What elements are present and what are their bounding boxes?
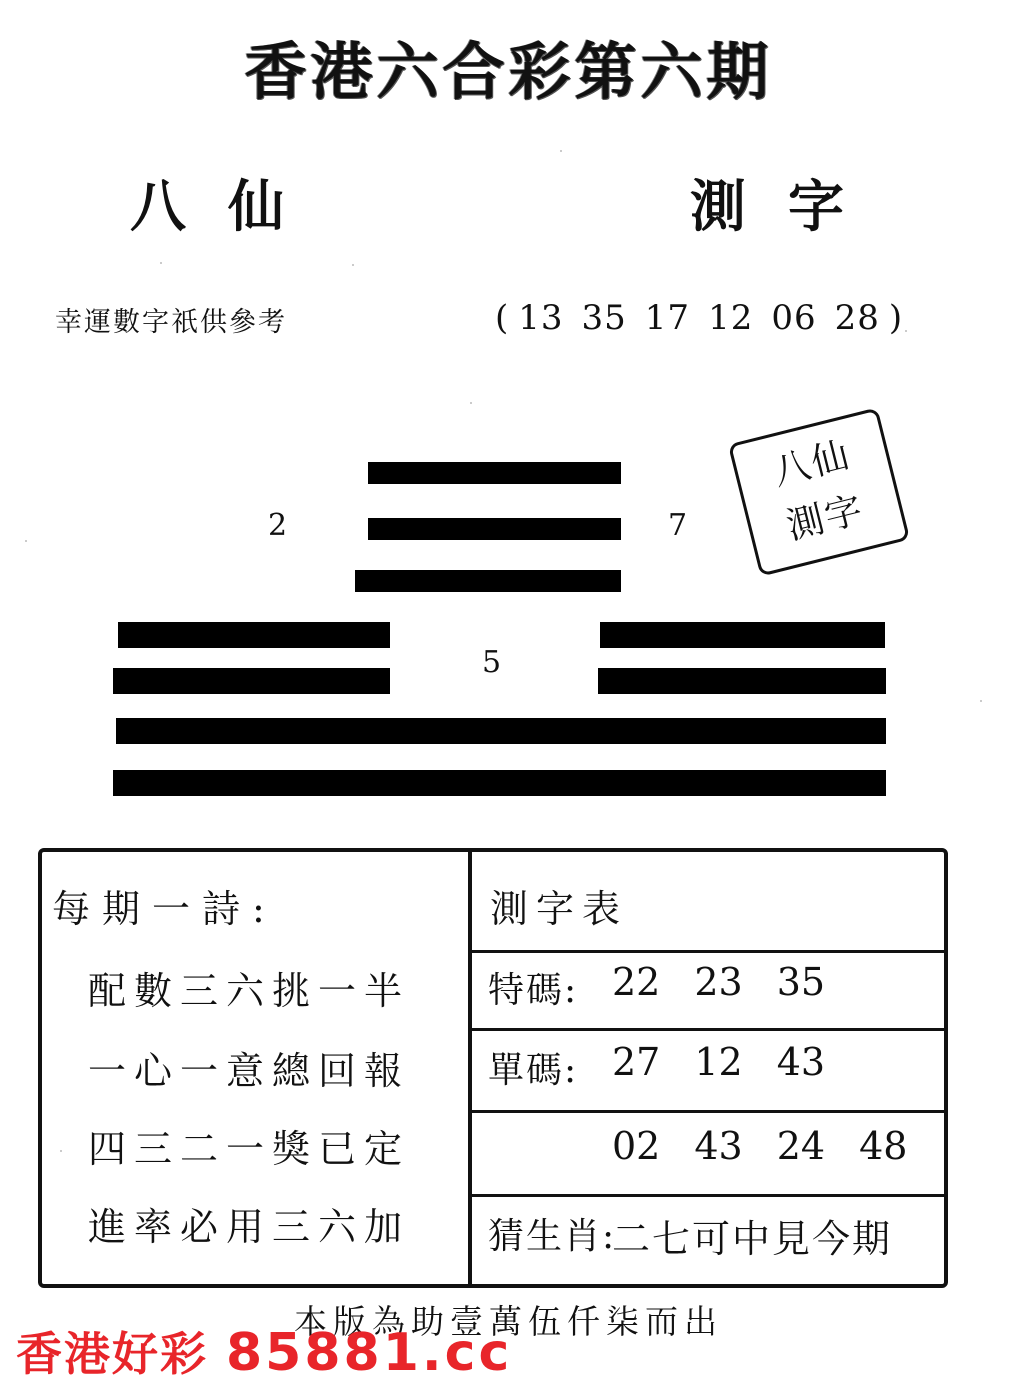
lucky-number: 13 bbox=[518, 298, 564, 338]
hexagram-line-solid bbox=[368, 518, 621, 540]
table-row bbox=[612, 1040, 859, 1084]
hexagram-number-right: 7 bbox=[668, 508, 688, 543]
lucky-number: 12 bbox=[708, 298, 754, 338]
hexagram-line-broken-right bbox=[598, 668, 886, 694]
table-rule bbox=[470, 1110, 948, 1113]
lucky-numbers bbox=[495, 298, 903, 338]
table-cell: 35 bbox=[776, 960, 826, 1004]
table-rule bbox=[470, 950, 948, 953]
table-title: 測字表 bbox=[490, 887, 629, 931]
watermark-site: 85881.cc bbox=[226, 1323, 513, 1383]
subheading-left: 八仙 bbox=[130, 174, 326, 240]
poem-title: 每期一詩: bbox=[52, 887, 277, 931]
lucky-number: 35 bbox=[581, 298, 627, 338]
footer-note: 本版為助壹萬伍仟柒而出 bbox=[294, 1302, 723, 1341]
table-cell: 02 bbox=[612, 1124, 661, 1168]
poem-line: 一心一意總回報 bbox=[88, 1049, 411, 1093]
hexagram-line-solid bbox=[368, 462, 621, 484]
hexagram-number-middle: 5 bbox=[482, 645, 502, 680]
table-cell: 22 bbox=[612, 960, 661, 1004]
lucky-numbers-label: 幸運數字祇供參考 bbox=[55, 307, 287, 338]
lucky-open-paren: ( bbox=[495, 298, 510, 338]
table-cell: 24 bbox=[776, 1124, 826, 1168]
hexagram-line-broken-right bbox=[600, 622, 885, 648]
table-cell: 43 bbox=[776, 1040, 826, 1084]
table-cell: 12 bbox=[694, 1040, 743, 1084]
table-row-label: 特碼: bbox=[488, 970, 579, 1011]
lucky-close-paren: ) bbox=[888, 298, 904, 338]
lucky-number: 06 bbox=[771, 298, 817, 338]
lucky-number: 28 bbox=[834, 298, 880, 338]
zodiac-value: 二七可中見今期 bbox=[612, 1217, 893, 1261]
table-row bbox=[612, 960, 859, 1004]
lucky-number: 17 bbox=[644, 298, 691, 338]
subheading-right: 測字 bbox=[690, 174, 886, 240]
table-cell: 23 bbox=[694, 960, 743, 1004]
seal-stamp-text bbox=[733, 419, 904, 563]
zodiac-label: 猜生肖: bbox=[488, 1216, 617, 1257]
poem-line: 四三二一獎已定 bbox=[88, 1127, 411, 1171]
page-title: 香港六合彩第六期 bbox=[244, 35, 773, 108]
table-cell: 27 bbox=[612, 1040, 661, 1084]
table-rule bbox=[470, 1194, 948, 1197]
table-cell: 43 bbox=[694, 1124, 743, 1168]
hexagram-line-solid bbox=[116, 718, 886, 744]
poem-line: 進率必用三六加 bbox=[88, 1205, 411, 1249]
table-rule bbox=[470, 1028, 948, 1031]
seal-line-2: 測字 bbox=[782, 487, 869, 549]
watermark-brand: 香港好彩 bbox=[16, 1327, 208, 1381]
table-row-label: 單碼: bbox=[488, 1050, 579, 1091]
hexagram-number-left: 2 bbox=[268, 508, 288, 543]
hexagram-line-solid bbox=[113, 770, 886, 796]
panel-divider bbox=[468, 852, 472, 1284]
hexagram-line-broken-left bbox=[118, 622, 390, 648]
hexagram-line-solid bbox=[355, 570, 621, 592]
hexagram-line-broken-left bbox=[113, 668, 390, 694]
table-cell: 48 bbox=[859, 1124, 908, 1168]
table-row bbox=[612, 1124, 941, 1168]
watermark bbox=[16, 1318, 512, 1384]
poem-line: 配數三六挑一半 bbox=[88, 969, 411, 1013]
seal-line-1: 八仙 bbox=[768, 433, 855, 494]
